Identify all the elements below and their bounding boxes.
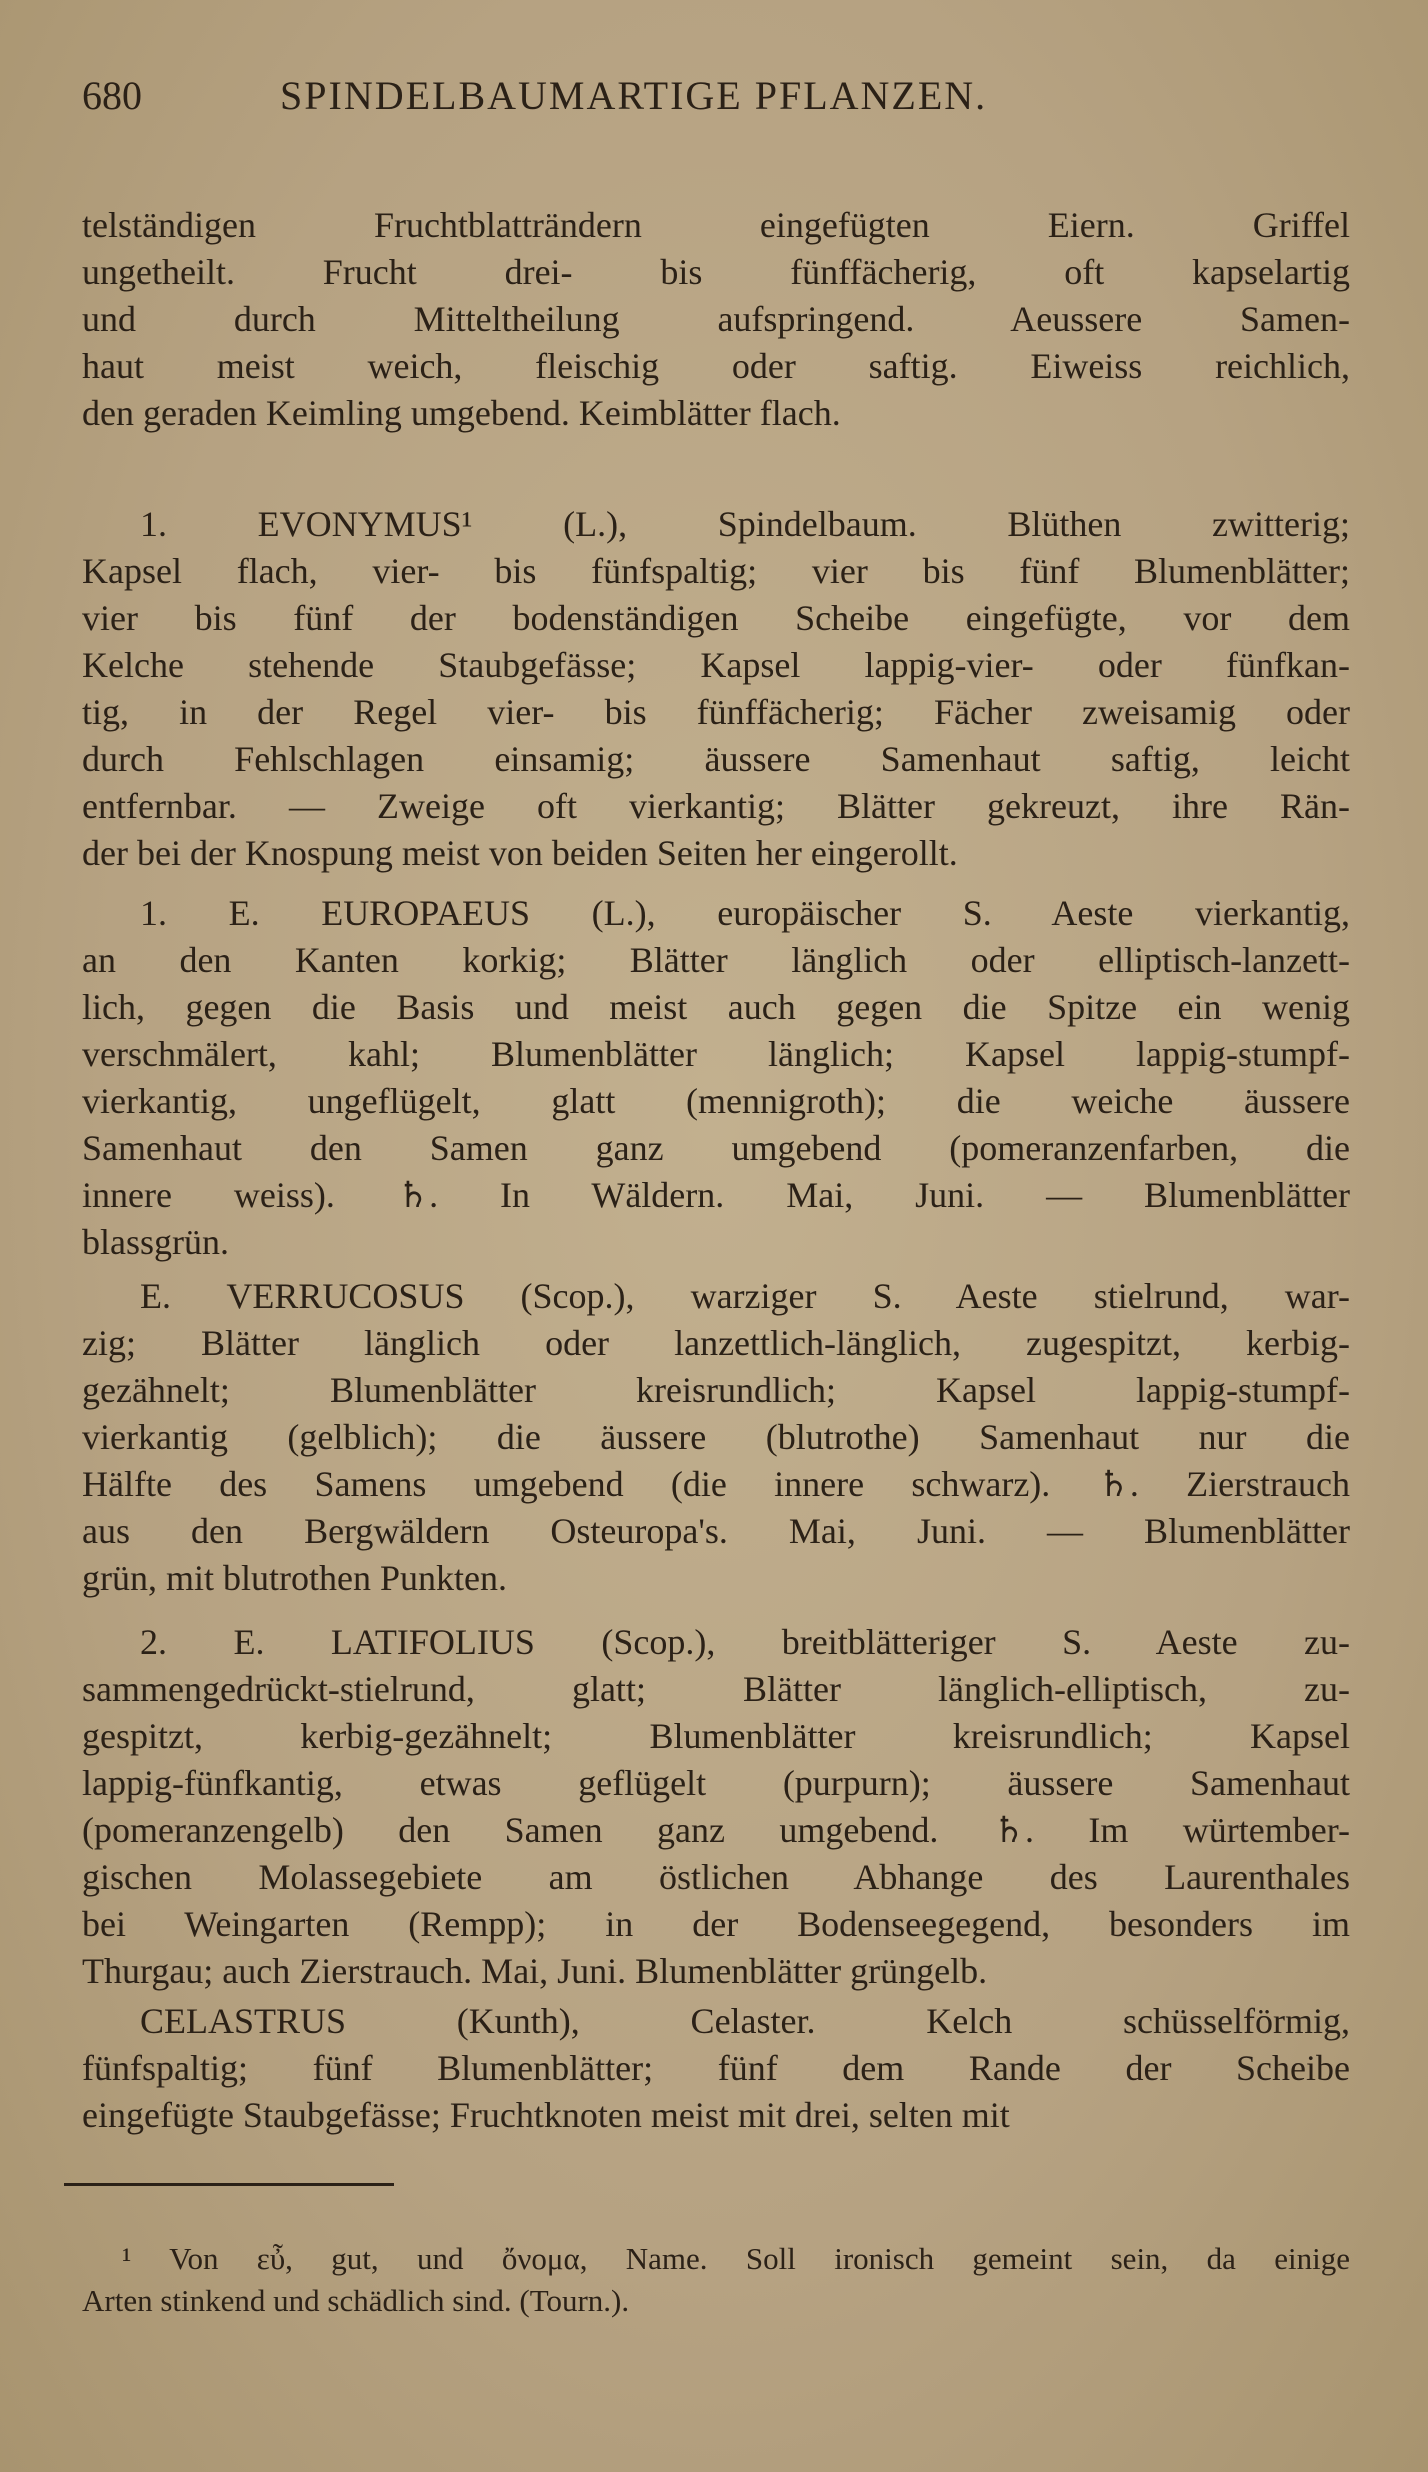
footnote-rule bbox=[64, 2183, 394, 2186]
text-line: 1. E. EUROPAEUS (L.), europäischer S. Aeste vierkantig, bbox=[140, 893, 1350, 933]
text-line: gischen Molassegebiete am östlichen Abhange des Laurenthales bbox=[82, 1857, 1350, 1897]
text-line: Kapsel flach, vier- bis fünfspaltig; vier bis fünf Blumenblätter; bbox=[82, 551, 1350, 591]
text-line: der bei der Knospung meist von beiden Seiten her eingerollt. bbox=[82, 833, 958, 873]
paragraph bbox=[82, 1619, 1350, 1995]
text-line: eingefügte Staubgefässe; Fruchtknoten meist mit drei, selten mit bbox=[82, 2095, 1010, 2135]
text-line: lappig-fünfkantig, etwas geflügelt (purpurn); äussere Samenhaut bbox=[82, 1763, 1350, 1803]
text-line: entfernbar. — Zweige oft vierkantig; Blätter gekreuzt, ihre Rän- bbox=[82, 786, 1350, 826]
text-line: (pomeranzengelb) den Samen ganz umgebend. ♄. Im würtember- bbox=[82, 1810, 1350, 1850]
page-header bbox=[82, 72, 1352, 122]
text-line: bei Weingarten (Rempp); in der Bodenseegegend, besonders im bbox=[82, 1904, 1350, 1944]
text-line: 2. E. LATIFOLIUS (Scop.), breitblätteriger S. Aeste zu- bbox=[140, 1622, 1350, 1662]
text-line: lich, gegen die Basis und meist auch gegen die Spitze ein wenig bbox=[82, 987, 1350, 1027]
text-line: CELASTRUS (Kunth), Celaster. Kelch schüsselförmig, bbox=[140, 2001, 1350, 2041]
running-title: SPINDELBAUMARTIGE PFLANZEN. bbox=[280, 73, 988, 118]
text-line: vierkantig (gelblich); die äussere (blutrothe) Samenhaut nur die bbox=[82, 1417, 1350, 1457]
paragraph bbox=[82, 202, 1350, 437]
text-line: innere weiss). ♄. In Wäldern. Mai, Juni. — Blumenblätter bbox=[82, 1175, 1350, 1215]
text-line: vier bis fünf der bodenständigen Scheibe eingefügte, vor dem bbox=[82, 598, 1350, 638]
text-line: tig, in der Regel vier- bis fünffächerig; Fächer zweisamig oder bbox=[82, 692, 1350, 732]
text-line: verschmälert, kahl; Blumenblätter länglich; Kapsel lappig-stumpf- bbox=[82, 1034, 1350, 1074]
text-line: gezähnelt; Blumenblätter kreisrundlich; Kapsel lappig-stumpf- bbox=[82, 1370, 1350, 1410]
text-line: aus den Bergwäldern Osteuropa's. Mai, Juni. — Blumenblätter bbox=[82, 1511, 1350, 1551]
page-number: 680 bbox=[82, 73, 142, 118]
text-line: vierkantig, ungeflügelt, glatt (mennigroth); die weiche äussere bbox=[82, 1081, 1350, 1121]
paragraph bbox=[82, 1273, 1350, 1602]
text-line: an den Kanten korkig; Blätter länglich oder elliptisch-lanzett- bbox=[82, 940, 1350, 980]
text-line: den geraden Keimling umgebend. Keimblätter flach. bbox=[82, 393, 841, 433]
footnote-line: ¹ Von εὖ, gut, und ὄνομα, Name. Soll ironisch gemeint sein, da einige bbox=[122, 2241, 1350, 2276]
text-line: gespitzt, kerbig-gezähnelt; Blumenblätter kreisrundlich; Kapsel bbox=[82, 1716, 1350, 1756]
text-line: Kelche stehende Staubgefässe; Kapsel lappig-vier- oder fünfkan- bbox=[82, 645, 1350, 685]
text-line: fünfspaltig; fünf Blumenblätter; fünf dem Rande der Scheibe bbox=[82, 2048, 1350, 2088]
text-line: sammengedrückt-stielrund, glatt; Blätter länglich-elliptisch, zu- bbox=[82, 1669, 1350, 1709]
paragraph bbox=[82, 1998, 1350, 2139]
text-line: haut meist weich, fleischig oder saftig. Eiweiss reichlich, bbox=[82, 346, 1350, 386]
paragraph bbox=[82, 501, 1350, 877]
text-line: 1. EVONYMUS¹ (L.), Spindelbaum. Blüthen zwitterig; bbox=[140, 504, 1350, 544]
text-line: Samenhaut den Samen ganz umgebend (pomeranzenfarben, die bbox=[82, 1128, 1350, 1168]
text-line: E. VERRUCOSUS (Scop.), warziger S. Aeste stielrund, war- bbox=[140, 1276, 1350, 1316]
text-line: Hälfte des Samens umgebend (die innere schwarz). ♄. Zierstrauch bbox=[82, 1464, 1350, 1504]
text-line: zig; Blätter länglich oder lanzettlich-länglich, zugespitzt, kerbig- bbox=[82, 1323, 1350, 1363]
text-line: und durch Mitteltheilung aufspringend. Aeussere Samen- bbox=[82, 299, 1350, 339]
text-line: blassgrün. bbox=[82, 1222, 229, 1262]
footnote-line: Arten stinkend und schädlich sind. (Tourn.). bbox=[82, 2283, 630, 2318]
text-line: telständigen Fruchtblatträndern eingefügten Eiern. Griffel bbox=[82, 205, 1350, 245]
text-line: durch Fehlschlagen einsamig; äussere Samenhaut saftig, leicht bbox=[82, 739, 1350, 779]
footnote bbox=[82, 2238, 1350, 2322]
text-line: grün, mit blutrothen Punkten. bbox=[82, 1558, 507, 1598]
text-line: ungetheilt. Frucht drei- bis fünffächerig, oft kapselartig bbox=[82, 252, 1350, 292]
paragraph bbox=[82, 890, 1350, 1266]
text-line: Thurgau; auch Zierstrauch. Mai, Juni. Blumenblätter grüngelb. bbox=[82, 1951, 988, 1991]
